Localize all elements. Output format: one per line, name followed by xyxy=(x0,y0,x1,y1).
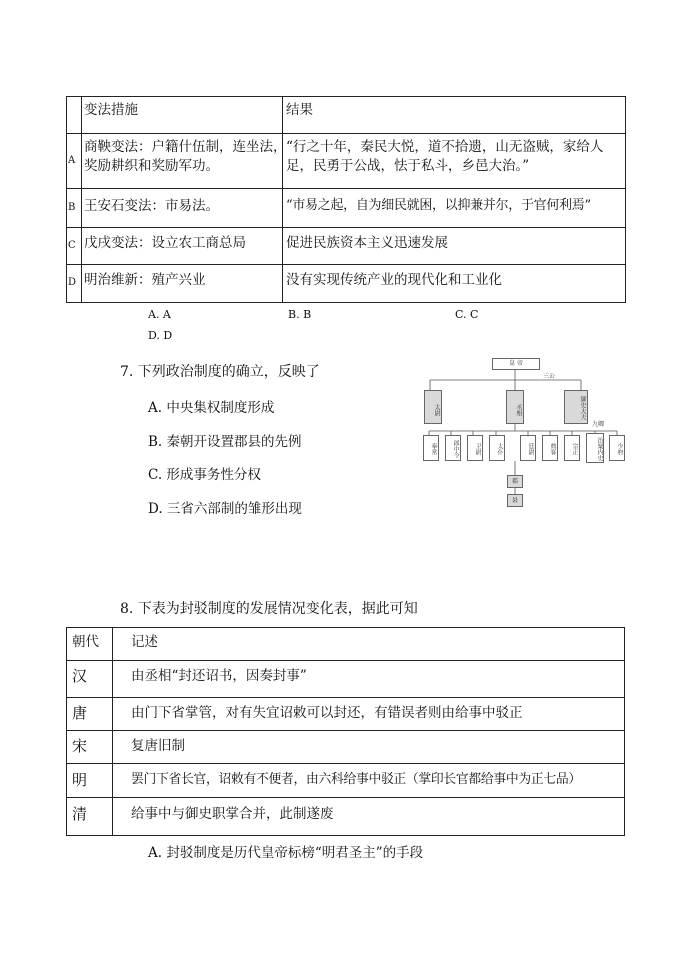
jiuqing-box: 卫尉 xyxy=(467,435,483,461)
row-letter: C xyxy=(68,240,76,251)
jiuqing-box: 典客 xyxy=(542,435,558,461)
row-dynasty: 汉 xyxy=(72,667,88,685)
jiuqing-box: 少府 xyxy=(609,435,625,461)
emperor-box: 皇 帝 xyxy=(492,358,540,370)
header-record: 记述 xyxy=(131,634,158,650)
row-measure: 王安石变法：市易法。 xyxy=(84,198,219,214)
row-measure: 商鞅变法：户籍什伍制，连坐法， xyxy=(84,139,287,155)
yushidafu-box: 御史大夫 xyxy=(564,390,588,424)
option-c[interactable]: C. C xyxy=(455,308,479,321)
row-result: “市易之起，自为细民就困，以抑兼并尔，于官何利焉” xyxy=(286,198,591,213)
jiuqing-box: 太仆 xyxy=(489,435,505,461)
option-d[interactable]: D. D xyxy=(148,329,173,342)
q7-option-b[interactable]: B. 秦朝开设置郡县的先例 xyxy=(148,434,302,450)
row-measure: 明治维新：殖产兴业 xyxy=(84,272,206,288)
row-result: 没有实现传统产业的现代化和工业化 xyxy=(286,272,502,288)
option-a[interactable]: A. A xyxy=(148,308,171,321)
row-record: 由丞相“封还诏书，因奏封事” xyxy=(131,668,307,684)
row-dynasty: 明 xyxy=(72,771,88,789)
row-letter: D xyxy=(68,277,77,288)
row-result: 足，民勇于公战，怯于私斗，乡邑大治。” xyxy=(286,158,530,174)
q7-option-a[interactable]: A. 中央集权制度形成 xyxy=(148,400,275,416)
header-measure: 变法措施 xyxy=(84,102,138,118)
header-dynasty: 朝代 xyxy=(72,634,99,650)
row-record: 给事中与御史职掌合并，此制遂废 xyxy=(131,806,334,822)
jiuqing-box: 郎中令 xyxy=(445,435,461,461)
row-dynasty: 清 xyxy=(72,805,88,823)
q7-option-c[interactable]: C. 形成事务性分权 xyxy=(148,467,261,483)
row-measure: 戊戌变法：设立农工商总局 xyxy=(84,235,246,251)
jiuqing-box: 廷尉 xyxy=(520,435,536,461)
row-dynasty: 宋 xyxy=(72,737,88,755)
jun-box: 郡 xyxy=(507,475,523,488)
option-b[interactable]: B. B xyxy=(288,308,312,321)
row-result: 促进民族资本主义迅速发展 xyxy=(286,235,448,251)
q7-option-d[interactable]: D. 三省六部制的雏形出现 xyxy=(148,501,302,517)
chengxiang-box: 丞相 xyxy=(506,390,524,424)
q8-option-a[interactable]: A. 封驳制度是历代皇帝标榜“明君圣主”的手段 xyxy=(148,845,424,861)
jiuqing-box: 奉常 xyxy=(423,435,439,461)
question-8-stem: 8. 下表为封驳制度的发展情况变化表，据此可知 xyxy=(120,601,418,617)
jiuqing-box: 宗正 xyxy=(564,435,580,461)
row-measure: 奖励耕织和奖励军功。 xyxy=(84,158,219,174)
row-letter: B xyxy=(68,202,76,213)
taiwei-box: 太尉 xyxy=(424,390,442,424)
header-result: 结果 xyxy=(286,102,313,118)
jiuqing-box: 治粟内史 xyxy=(586,433,604,463)
row-dynasty: 唐 xyxy=(72,704,88,722)
question-7-stem: 7. 下列政治制度的确立，反映了 xyxy=(120,364,320,380)
row-letter: A xyxy=(68,155,76,166)
jiuqing-label: 九卿 xyxy=(592,421,605,428)
row-record: 复唐旧制 xyxy=(131,738,185,754)
row-record: 罢门下省长官，诏敕有不便者，由六科给事中驳正（掌印长官都给事中为正七品） xyxy=(131,772,581,787)
row-record: 由门下省掌管，对有失宜诏敕可以封还，有错误者则由给事中驳正 xyxy=(131,705,523,721)
sangong-label: 三公 xyxy=(543,373,556,380)
xian-box: 县 xyxy=(507,494,523,507)
row-result: “行之十年，秦民大悦，道不拾遗，山无盗贼，家给人 xyxy=(286,139,604,155)
